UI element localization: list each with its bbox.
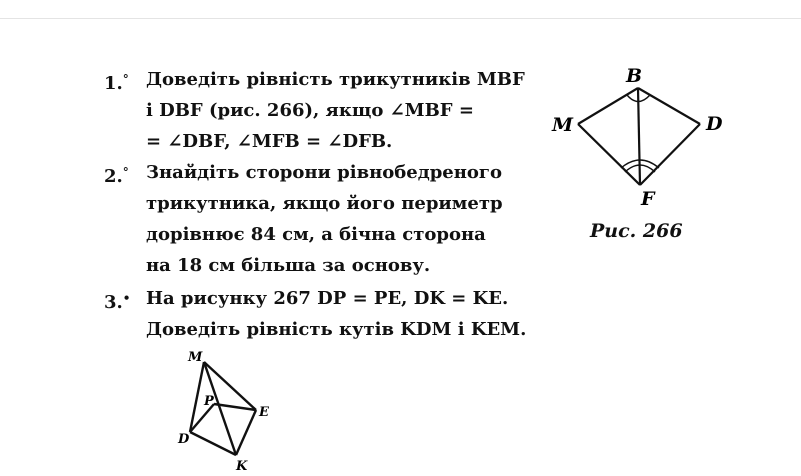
segment-mf <box>578 124 640 185</box>
segment-df <box>640 124 700 185</box>
vertex-label-k: K <box>236 459 248 474</box>
vertex-label-d: D <box>178 432 190 447</box>
vertex-label-b: B <box>626 65 643 87</box>
vertex-label-m: M <box>552 114 574 136</box>
problem-line: на 18 см більша за основу. <box>146 255 431 276</box>
vertex-label-p: P <box>204 394 214 409</box>
segment-md <box>190 362 204 432</box>
problem-text <box>146 64 525 157</box>
figure-267 <box>170 348 290 476</box>
problem-number: 3.• <box>104 291 131 313</box>
problem-1 <box>104 64 525 159</box>
problem-line: Доведіть рівність трикутників MBF <box>146 69 525 90</box>
segment-bf <box>638 88 640 185</box>
problem-number: 1.° <box>104 72 129 94</box>
segment-bm <box>578 88 638 124</box>
problem-line: трикутника, якщо його периметр <box>146 193 503 214</box>
figure-caption: Рис. 266 <box>590 220 683 242</box>
problem-line: і DBF (рис. 266), якщо ∠MBF = <box>146 100 474 121</box>
vertex-label-d: D <box>706 113 723 135</box>
segment-bd <box>638 88 700 124</box>
problem-text <box>146 283 527 345</box>
segment-ek <box>236 410 256 455</box>
figure-266 <box>540 60 740 220</box>
vertex-label-f: F <box>641 188 655 210</box>
problem-line: Знайдіть сторони рівнобедреного <box>146 162 502 183</box>
problem-text <box>146 157 516 281</box>
problem-number: 2.° <box>104 165 129 187</box>
page-divider <box>0 18 801 19</box>
problem-3 <box>104 283 527 347</box>
problem-line: = ∠DBF, ∠MFB = ∠DFB. <box>146 131 393 152</box>
vertex-label-m: M <box>188 350 203 365</box>
vertex-label-e: E <box>259 405 269 420</box>
problem-2 <box>104 157 514 282</box>
problem-line: Доведіть рівність кутів KDM і KEM. <box>146 319 527 340</box>
problem-line: дорівнює 84 см, а бічна сторона <box>146 224 486 245</box>
problem-line: На рисунку 267 DP = PE, DK = KE. <box>146 288 509 309</box>
